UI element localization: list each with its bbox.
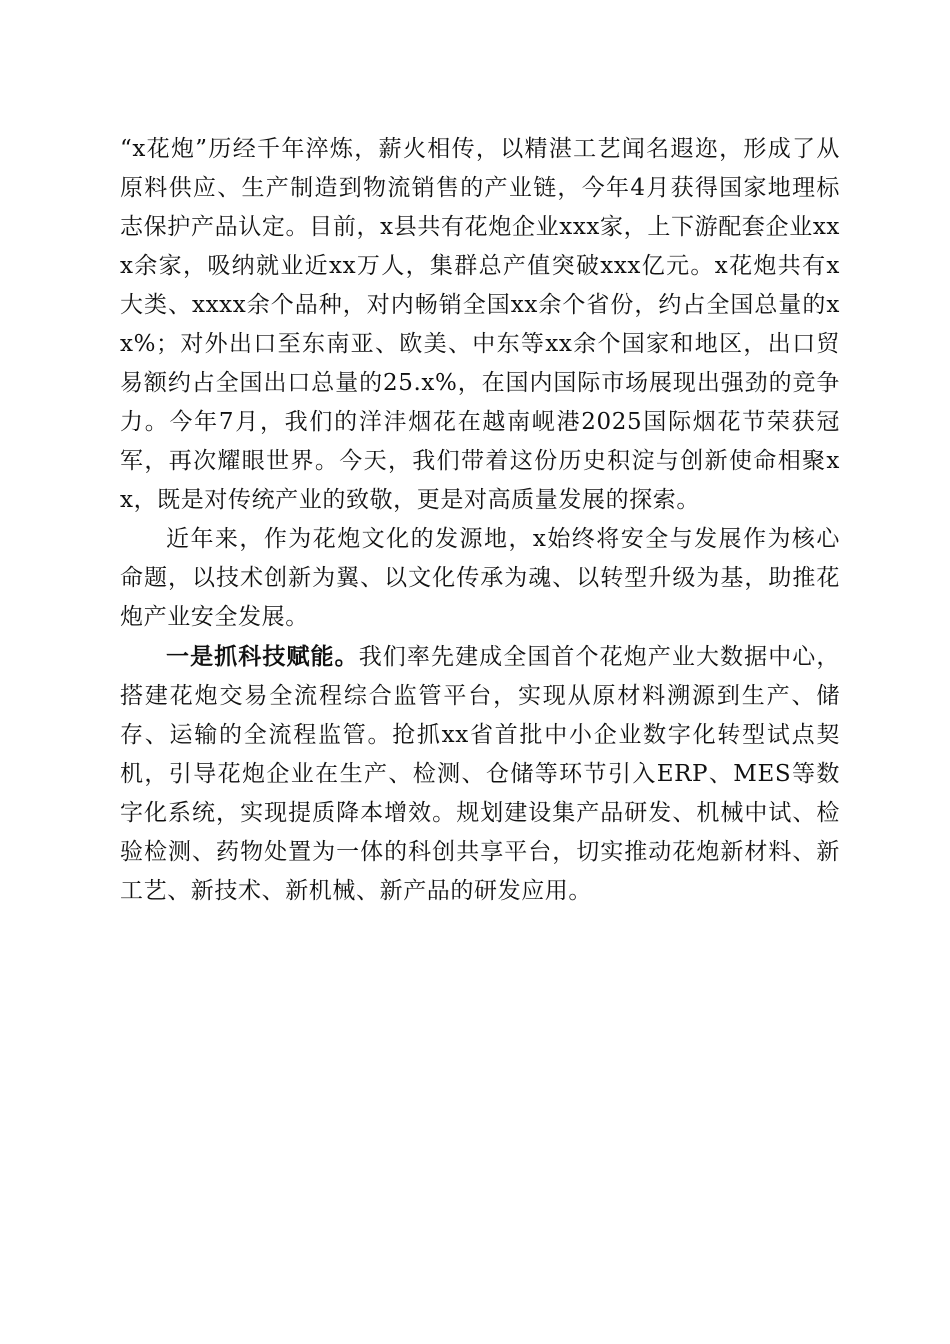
paragraph-text: 近年来，作为花炮文化的发源地，x始终将安全与发展作为核心命题，以技术创新为翼、以文化传承为魂、以转型升级为基，助推花炮产业安全发展。: [120, 526, 840, 630]
paragraph-heading: 一是抓科技赋能。: [166, 643, 359, 670]
paragraph-text: 我们率先建成全国首个花炮产业大数据中心，搭建花炮交易全流程综合监管平台，实现从原材料溯源到生产、储存、运输的全流程监管。抢抓xx省首批中小企业数字化转型试点契机，引导花炮企业在生产、检测、仓储等环节引入ERP、MES等数字化系统，实现提质降本增效。规划建设集产品研发、机械中试、检验检测、药物处置为一体的科创共享平台，切实推动花炮新材料、新工艺、新技术、新机械、新产品的研发应用。: [120, 644, 840, 904]
paragraph-tech-empowerment: [120, 637, 840, 911]
paragraph-industry-overview: [120, 130, 840, 520]
paragraph-development-focus: [120, 520, 840, 637]
paragraph-text: “x花炮”历经千年淬炼，薪火相传，以精湛工艺闻名遐迩，形成了从原料供应、生产制造到物流销售的产业链，今年4月获得国家地理标志保护产品认定。目前，x县共有花炮企业xxx家，上下游配套企业xxx余家，吸纳就业近xx万人，集群总产值突破xxx亿元。x花炮共有x大类、xxxx余个品种，对内畅销全国xx余个省份，约占全国总量的xx%；对外出口至东南亚、欧美、中东等xx余个国家和地区，出口贸易额约占全国出口总量的25.x%，在国内国际市场展现出强劲的竞争力。今年7月，我们的洋沣烟花在越南岘港2025国际烟花节荣获冠军，再次耀眼世界。今天，我们带着这份历史积淀与创新使命相聚xx，既是对传统产业的致敬，更是对高质量发展的探索。: [120, 136, 840, 513]
document-body: [120, 130, 840, 911]
